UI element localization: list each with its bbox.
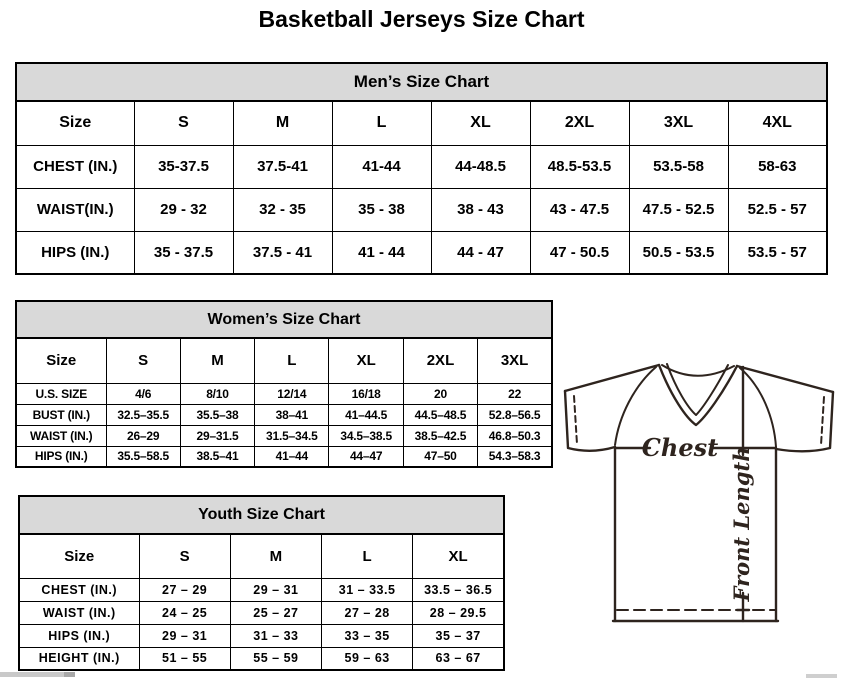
size-cell: 38 - 43 [431, 188, 530, 231]
column-header: S [134, 101, 233, 145]
table-row [16, 404, 552, 425]
column-header: 4XL [728, 101, 827, 145]
table-row [19, 624, 504, 647]
row-label: HIPS (IN.) [16, 231, 134, 274]
table-row [16, 446, 552, 467]
chest-label: Chest [641, 433, 719, 462]
size-cell: 31 – 33 [230, 624, 321, 647]
size-cell: 44–47 [329, 446, 403, 467]
table-row [19, 578, 504, 601]
size-cell: 44 - 47 [431, 231, 530, 274]
size-cell: 53.5-58 [629, 145, 728, 188]
column-header: 3XL [478, 338, 552, 383]
row-label: U.S. SIZE [16, 383, 106, 404]
jersey-cuff-dashed-right [821, 397, 824, 445]
size-cell: 38.5–41 [180, 446, 254, 467]
size-cell: 33.5 – 36.5 [413, 578, 504, 601]
size-cell: 50.5 - 53.5 [629, 231, 728, 274]
row-label: BUST (IN.) [16, 404, 106, 425]
column-header: M [233, 101, 332, 145]
row-label: WAIST (IN.) [16, 425, 106, 446]
size-cell: 31.5–34.5 [255, 425, 329, 446]
jersey-cuff-dashed-left [574, 396, 577, 444]
size-cell: 25 – 27 [230, 601, 321, 624]
size-cell: 26–29 [106, 425, 180, 446]
column-header: XL [413, 534, 504, 578]
table-row [16, 383, 552, 404]
size-cell: 35 - 38 [332, 188, 431, 231]
table-header-row [16, 338, 552, 383]
table-title: Youth Size Chart [19, 496, 504, 534]
column-header: 3XL [629, 101, 728, 145]
table-title-row [19, 496, 504, 534]
column-header: M [180, 338, 254, 383]
size-cell: 29 – 31 [230, 578, 321, 601]
mens-size-chart-table [15, 62, 828, 275]
size-cell: 41–44 [255, 446, 329, 467]
size-cell: 22 [478, 383, 552, 404]
size-cell: 4/6 [106, 383, 180, 404]
size-corner-label: Size [16, 338, 106, 383]
size-cell: 35 – 37 [413, 624, 504, 647]
table-row [16, 145, 827, 188]
size-cell: 41 - 44 [332, 231, 431, 274]
size-cell: 35.5–58.5 [106, 446, 180, 467]
size-corner-label: Size [19, 534, 139, 578]
size-cell: 35 - 37.5 [134, 231, 233, 274]
size-cell: 41–44.5 [329, 404, 403, 425]
table-row [16, 188, 827, 231]
table-title: Women’s Size Chart [16, 301, 552, 338]
column-header: L [255, 338, 329, 383]
size-cell: 29–31.5 [180, 425, 254, 446]
size-cell: 34.5–38.5 [329, 425, 403, 446]
size-cell: 28 – 29.5 [413, 601, 504, 624]
youth-size-chart-table [18, 495, 505, 671]
size-cell: 32 - 35 [233, 188, 332, 231]
size-cell: 44.5–48.5 [403, 404, 477, 425]
size-cell: 48.5-53.5 [530, 145, 629, 188]
page-title: Basketball Jerseys Size Chart [258, 6, 585, 32]
size-cell: 33 – 35 [322, 624, 413, 647]
column-header: XL [431, 101, 530, 145]
table-header-row [19, 534, 504, 578]
size-cell: 16/18 [329, 383, 403, 404]
table-title: Men’s Size Chart [16, 63, 827, 101]
size-cell: 27 – 29 [139, 578, 230, 601]
size-cell: 38–41 [255, 404, 329, 425]
front-length-label: Front Length [729, 446, 754, 602]
column-header: S [139, 534, 230, 578]
table-title-row [16, 301, 552, 338]
table-header-row [16, 101, 827, 145]
size-cell: 8/10 [180, 383, 254, 404]
size-cell: 38.5–42.5 [403, 425, 477, 446]
column-header: 2XL [403, 338, 477, 383]
jersey-seam-right [740, 368, 776, 447]
size-cell: 52.5 - 57 [728, 188, 827, 231]
size-cell: 58-63 [728, 145, 827, 188]
column-header: L [332, 101, 431, 145]
size-cell: 31 – 33.5 [322, 578, 413, 601]
row-label: CHEST (IN.) [16, 145, 134, 188]
size-cell: 44-48.5 [431, 145, 530, 188]
column-header: L [322, 534, 413, 578]
size-cell: 47–50 [403, 446, 477, 467]
jersey-sleeve-left [565, 391, 615, 451]
womens-size-chart-table [15, 300, 553, 468]
size-cell: 35.5–38 [180, 404, 254, 425]
row-label: WAIST (IN.) [19, 601, 139, 624]
column-header: 2XL [530, 101, 629, 145]
size-cell: 35-37.5 [134, 145, 233, 188]
row-label: HEIGHT (IN.) [19, 647, 139, 670]
jersey-measurement-diagram [556, 358, 843, 630]
size-cell: 52.8–56.5 [478, 404, 552, 425]
size-corner-label: Size [16, 101, 134, 145]
row-label: CHEST (IN.) [19, 578, 139, 601]
size-cell: 41-44 [332, 145, 431, 188]
row-label: HIPS (IN.) [19, 624, 139, 647]
column-header: XL [329, 338, 403, 383]
size-cell: 47 - 50.5 [530, 231, 629, 274]
row-label: HIPS (IN.) [16, 446, 106, 467]
size-cell: 27 – 28 [322, 601, 413, 624]
size-cell: 54.3–58.3 [478, 446, 552, 467]
size-cell: 20 [403, 383, 477, 404]
table-row [16, 231, 827, 274]
table-row [19, 601, 504, 624]
size-cell: 51 – 55 [139, 647, 230, 670]
scrollbar-corner-fragment [806, 674, 837, 678]
size-cell: 37.5 - 41 [233, 231, 332, 274]
size-cell: 43 - 47.5 [530, 188, 629, 231]
size-cell: 63 – 67 [413, 647, 504, 670]
table-title-row [16, 63, 827, 101]
size-cell: 37.5-41 [233, 145, 332, 188]
size-cell: 55 – 59 [230, 647, 321, 670]
column-header: S [106, 338, 180, 383]
size-cell: 29 - 32 [134, 188, 233, 231]
horizontal-scrollbar-thumb[interactable] [0, 672, 75, 677]
column-header: M [230, 534, 321, 578]
size-cell: 29 – 31 [139, 624, 230, 647]
size-cell: 24 – 25 [139, 601, 230, 624]
size-cell: 59 – 63 [322, 647, 413, 670]
row-label: WAIST(IN.) [16, 188, 134, 231]
table-row [19, 647, 504, 670]
table-row [16, 425, 552, 446]
size-cell: 12/14 [255, 383, 329, 404]
size-cell: 47.5 - 52.5 [629, 188, 728, 231]
size-cell: 53.5 - 57 [728, 231, 827, 274]
size-cell: 46.8–50.3 [478, 425, 552, 446]
size-cell: 32.5–35.5 [106, 404, 180, 425]
